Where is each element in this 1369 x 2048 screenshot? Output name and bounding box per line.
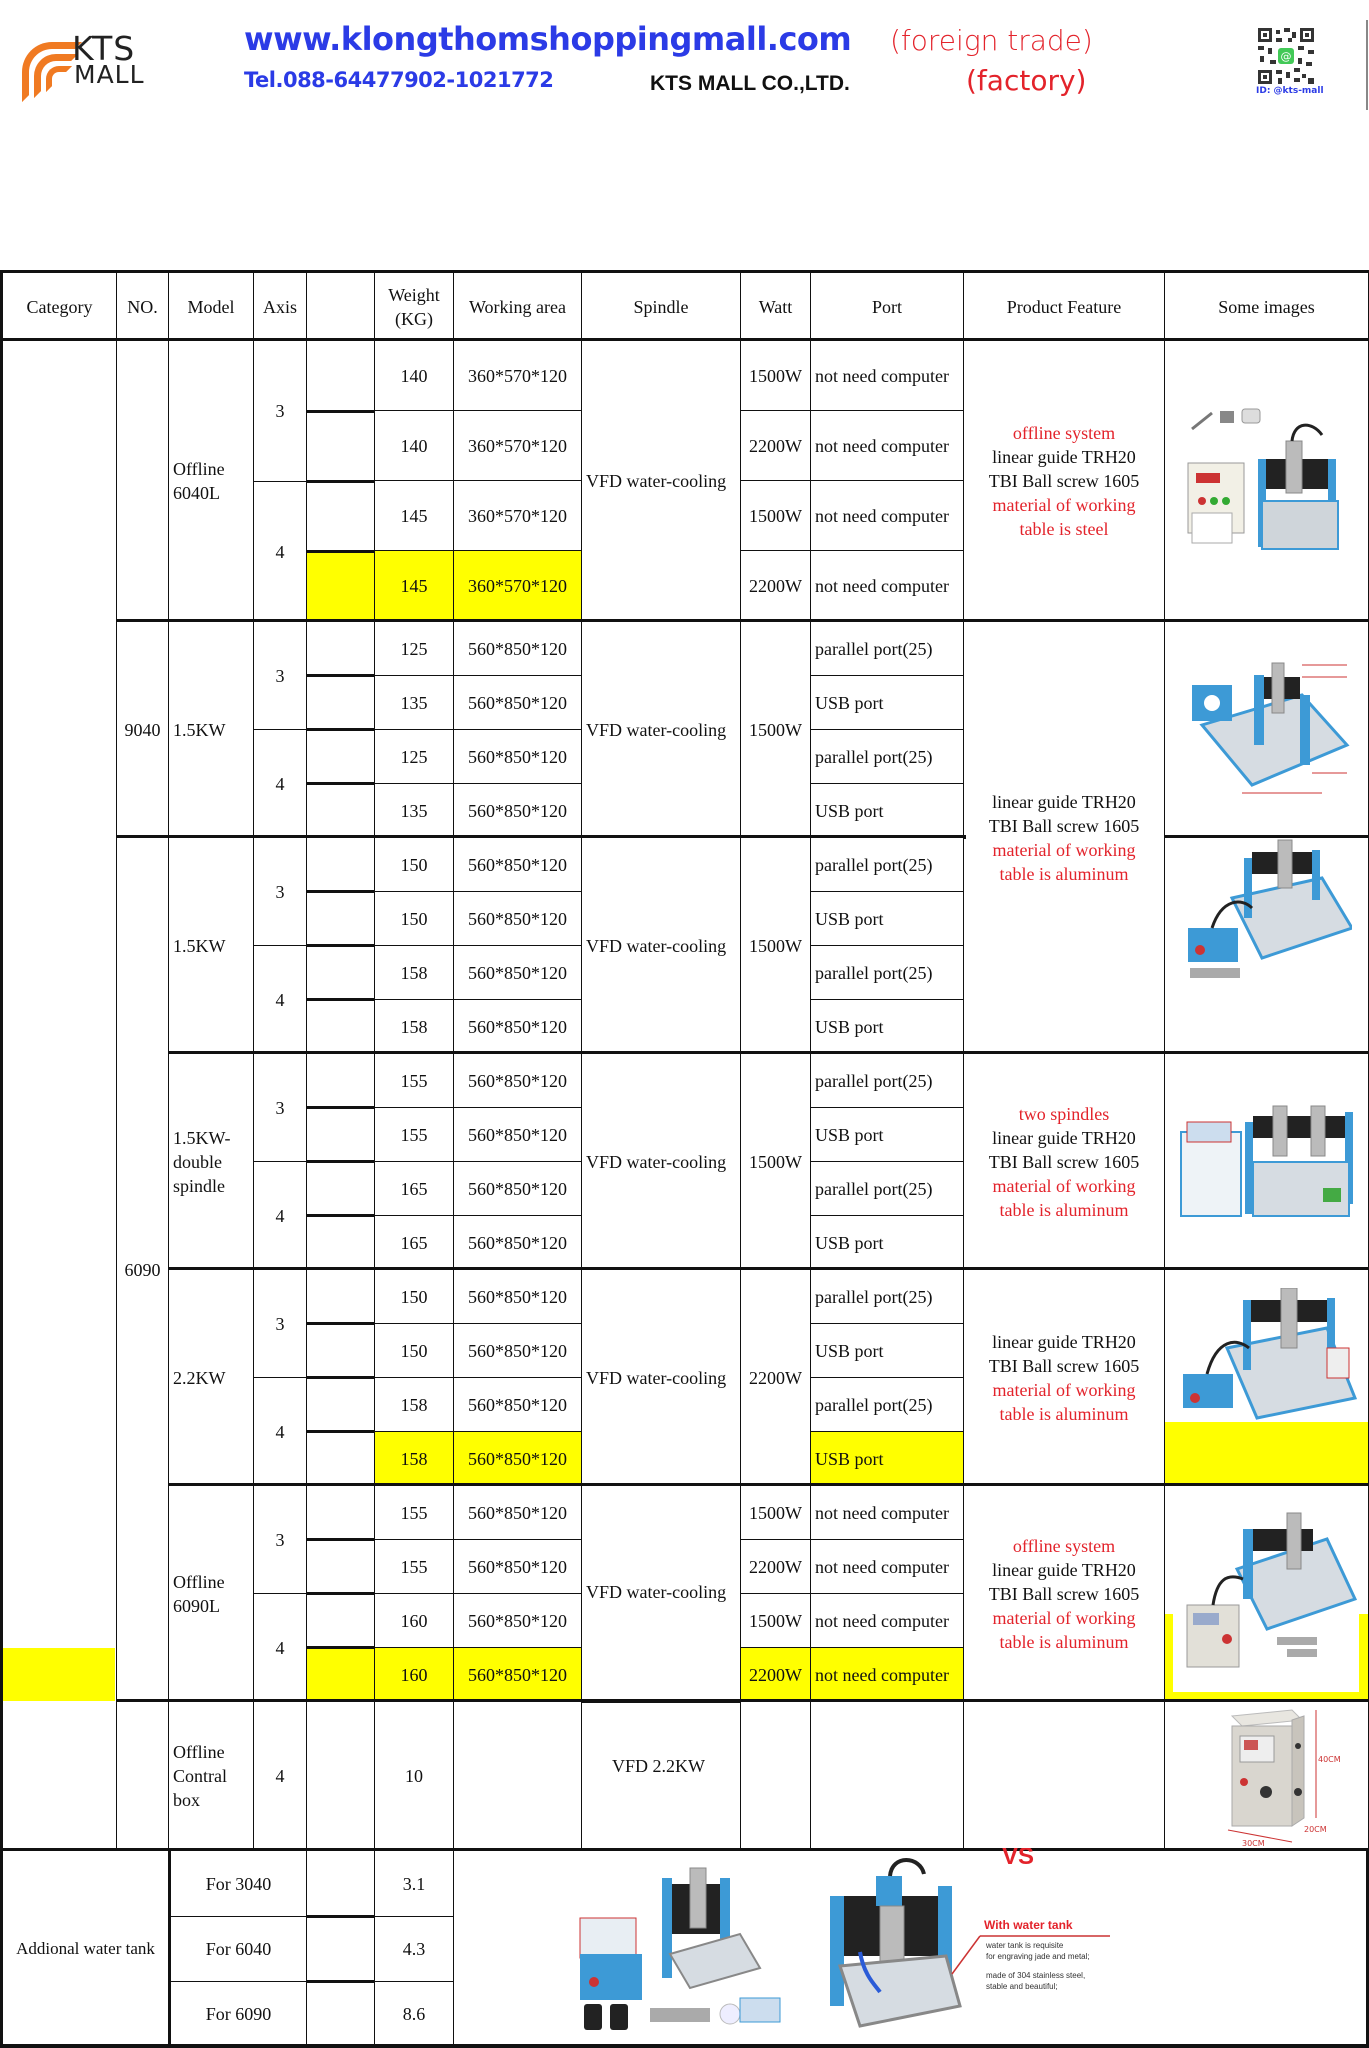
blank-cell <box>306 1376 375 1432</box>
watt-cell: 2200W <box>740 1269 811 1486</box>
port-cell: USB port <box>810 1431 964 1486</box>
area-cell: 560*850*120 <box>453 837 582 892</box>
vs-label: VS <box>1002 1848 1035 1864</box>
water-tank-model: For 3040 <box>168 1850 307 1917</box>
weight-cell: 150 <box>374 837 454 892</box>
model-cell-offline-6040l <box>168 340 254 622</box>
port-cell: parallel port(25) <box>810 729 964 784</box>
area-cell: 560*850*120 <box>453 1269 582 1324</box>
weight-cell: 125 <box>374 729 454 784</box>
model-line: box <box>173 1790 200 1810</box>
feature-line: table is aluminum <box>999 1199 1129 1220</box>
category-highlight <box>3 1648 115 1701</box>
model-line: double <box>173 1151 222 1172</box>
port-cell: not need computer <box>810 1485 964 1540</box>
qr-code-icon[interactable] <box>1258 28 1314 84</box>
feature-cell <box>963 1269 1165 1486</box>
feature-line: table is aluminum <box>999 1403 1129 1424</box>
weight-cell: 140 <box>374 410 454 482</box>
area-cell: 560*850*120 <box>453 1107 582 1162</box>
col-header-watt: Watt <box>740 272 811 341</box>
feature-line: TBI Ball screw 1605 <box>988 1583 1140 1604</box>
blank-cell <box>306 1538 375 1594</box>
logo-text-mall: MALL <box>74 60 145 89</box>
weight-cell: 165 <box>374 1215 454 1270</box>
area-cell: 560*850*120 <box>453 1053 582 1108</box>
model-cell: 2.2KW <box>168 1269 254 1486</box>
weight-cell: 150 <box>374 1269 454 1324</box>
port-cell: parallel port(25) <box>810 1053 964 1108</box>
cnc-double-spindle-machine-icon <box>1177 1092 1357 1232</box>
weight-cell: 158 <box>374 999 454 1054</box>
weight-cell: 155 <box>374 1053 454 1108</box>
feature-line: linear guide TRH20 <box>992 447 1136 467</box>
weight-cell: 158 <box>374 1431 454 1486</box>
blank-cell <box>306 674 375 730</box>
col-header-weight-l2: (KG) <box>395 308 433 329</box>
port-cell: USB port <box>810 1323 964 1378</box>
watt-cell: 2200W <box>740 1539 811 1594</box>
image-cell <box>1164 1485 1369 1702</box>
no-cell: 9040 <box>116 621 169 838</box>
col-header-port: Port <box>810 272 964 341</box>
port-cell: parallel port(25) <box>810 945 964 1000</box>
qr-id-label: ID: @kts-mall <box>1256 86 1324 96</box>
area-cell: 360*570*120 <box>453 340 582 412</box>
control-box-icon <box>1192 1706 1342 1846</box>
water-tank-category: Addional water tank <box>0 1850 169 2047</box>
blank-cell <box>306 1053 375 1108</box>
axis-cell: 4 <box>253 1701 307 1851</box>
port-cell: USB port <box>810 675 964 730</box>
model-line: Contral <box>173 1766 227 1786</box>
cnc-6090l-offline-machine-icon <box>1177 1509 1357 1679</box>
feature-line: material of working <box>992 839 1136 860</box>
area-cell: 560*850*120 <box>453 1377 582 1432</box>
no-cell <box>116 1701 169 1851</box>
port-cell: not need computer <box>810 1593 964 1648</box>
area-cell: 560*850*120 <box>453 621 582 676</box>
port-cell: not need computer <box>810 1539 964 1594</box>
weight-cell: 158 <box>374 945 454 1000</box>
weight-cell: 145 <box>374 550 454 622</box>
axis-cell: 3 <box>253 340 307 482</box>
area-cell: 560*850*120 <box>453 783 582 838</box>
blank-cell <box>306 1269 375 1324</box>
callout-spacer <box>986 1962 1090 1970</box>
blank-cell <box>306 621 375 676</box>
feature-line: two spindles <box>1018 1103 1110 1124</box>
image-cell <box>1164 1053 1369 1270</box>
model-line: 6090L <box>173 1595 220 1616</box>
model-line: Offline <box>173 1571 225 1592</box>
watt-cell <box>740 1701 811 1851</box>
feature-line: table is aluminum <box>999 863 1129 884</box>
cnc-6040l-machine-icon <box>1182 401 1352 561</box>
col-header-feature: Product Feature <box>963 272 1165 341</box>
blank-cell <box>306 1322 375 1378</box>
feature-line: table is steel <box>1019 519 1109 539</box>
col-header-weight-l1: Weight <box>388 284 440 305</box>
port-cell: not need computer <box>810 550 964 622</box>
port-cell: parallel port(25) <box>810 1269 964 1324</box>
weight-cell: 155 <box>374 1539 454 1594</box>
port-cell: USB port <box>810 1107 964 1162</box>
port-cell: parallel port(25) <box>810 1377 964 1432</box>
axis-cell: 4 <box>253 481 307 622</box>
model-cell-double-spindle <box>168 1053 254 1270</box>
weight-cell: 135 <box>374 675 454 730</box>
feature-cell <box>963 340 1165 622</box>
area-cell: 560*850*120 <box>453 1539 582 1594</box>
company-name: KTS MALL CO.,LTD. <box>650 72 850 95</box>
feature-line: table is aluminum <box>999 1631 1129 1652</box>
feature-line: TBI Ball screw 1605 <box>988 471 1140 491</box>
feature-line: linear guide TRH20 <box>992 791 1136 812</box>
feature-cell <box>963 1053 1165 1270</box>
col-header-blank <box>306 272 375 341</box>
weight-cell: 160 <box>374 1593 454 1648</box>
spindle-cell: VFD water-cooling <box>581 621 741 838</box>
feature-cell <box>963 1485 1165 1702</box>
port-cell: USB port <box>810 1215 964 1270</box>
watt-cell: 1500W <box>740 1485 811 1540</box>
image-cell <box>1164 1269 1369 1486</box>
axis-cell: 3 <box>253 621 307 730</box>
blank-cell <box>306 1980 375 2047</box>
weight-cell: 155 <box>374 1485 454 1540</box>
logo-text-kts: KTS <box>72 29 136 68</box>
blank-cell <box>306 1160 375 1216</box>
callout-title: With water tank <box>984 1918 1073 1932</box>
blank-cell <box>306 998 375 1054</box>
port-cell: parallel port(25) <box>810 1161 964 1216</box>
phone-number: Tel.088-64477902-1021772 <box>244 68 554 92</box>
axis-cell: 4 <box>253 729 307 838</box>
water-tank-model: For 6090 <box>168 1981 307 2047</box>
axis-cell: 4 <box>253 1377 307 1486</box>
area-cell: 560*850*120 <box>453 675 582 730</box>
blank-cell <box>306 728 375 784</box>
area-cell: 560*850*120 <box>453 1647 582 1702</box>
header-divider <box>1366 20 1368 110</box>
spindle-cell: VFD water-cooling <box>581 1269 741 1486</box>
water-tank-weight: 8.6 <box>374 1981 454 2047</box>
feature-cell <box>963 1701 1165 1851</box>
feature-line: material of working <box>992 1175 1136 1196</box>
area-cell: 560*850*120 <box>453 999 582 1054</box>
weight-cell: 150 <box>374 891 454 946</box>
weight-cell: 160 <box>374 1647 454 1702</box>
axis-cell: 3 <box>253 1269 307 1378</box>
weight-cell: 150 <box>374 1323 454 1378</box>
water-tank-kit-image <box>570 1858 800 2038</box>
spindle-cell: VFD water-cooling <box>581 1053 741 1270</box>
area-cell: 560*850*120 <box>453 945 582 1000</box>
port-cell: not need computer <box>810 1647 964 1702</box>
port-cell: not need computer <box>810 340 964 412</box>
model-cell-control-box <box>168 1701 254 1851</box>
dim-width: 30CM <box>1241 1839 1265 1846</box>
water-tank-weight: 4.3 <box>374 1916 454 1982</box>
port-cell: not need computer <box>810 480 964 552</box>
col-header-weight <box>374 272 454 341</box>
cnc-6090-2.2kw-machine-icon <box>1177 1288 1357 1438</box>
port-cell: USB port <box>810 783 964 838</box>
watt-cell: 1500W <box>740 480 811 552</box>
weight-cell: 165 <box>374 1161 454 1216</box>
spindle-cell: VFD water-cooling <box>581 837 741 1054</box>
port-cell: parallel port(25) <box>810 837 964 892</box>
col-header-working-area: Working area <box>453 272 582 341</box>
watt-cell: 2200W <box>740 1647 811 1702</box>
feature-line: linear guide TRH20 <box>992 1127 1136 1148</box>
feature-line: offline system <box>1012 1535 1116 1556</box>
area-cell: 560*850*120 <box>453 1485 582 1540</box>
no-cell: 6090 <box>116 837 169 1702</box>
image-cell <box>1164 340 1369 622</box>
port-cell: USB port <box>810 999 964 1054</box>
watt-cell: 1500W <box>740 340 811 412</box>
blank-cell <box>306 890 375 946</box>
blank-cell <box>306 1485 375 1540</box>
axis-cell: 3 <box>253 1485 307 1594</box>
area-cell: 560*850*120 <box>453 1593 582 1648</box>
feature-line: offline system <box>1012 423 1116 443</box>
area-cell: 560*850*120 <box>453 1161 582 1216</box>
watt-cell: 1500W <box>740 837 811 1054</box>
image-cell <box>1164 837 1369 1054</box>
feature-line: material of working <box>992 495 1136 515</box>
axis-cell: 4 <box>253 1593 307 1702</box>
callout-line: for engraving jade and metal; <box>986 1952 1090 1961</box>
col-header-spindle: Spindle <box>581 272 741 341</box>
blank-cell <box>306 1214 375 1270</box>
image-cell <box>1164 621 1369 838</box>
svg-text:@: @ <box>1280 50 1292 63</box>
image-cell <box>1164 1701 1369 1851</box>
port-cell: not need computer <box>810 410 964 482</box>
callout-line: water tank is requisite <box>986 1941 1064 1950</box>
weight-cell: 10 <box>374 1701 454 1851</box>
callout-line: made of 304 stainless steel, <box>986 1971 1086 1980</box>
axis-cell: 3 <box>253 837 307 946</box>
model-line: 6040L <box>173 483 220 503</box>
area-cell: 560*850*120 <box>453 729 582 784</box>
model-line: Offline <box>173 1742 225 1762</box>
table-bottom-rule <box>0 2044 1369 2048</box>
weight-cell: 155 <box>374 1107 454 1162</box>
cnc-6090-1.5kw-machine-icon <box>1182 838 1352 988</box>
feature-cell-shared <box>963 621 1165 1054</box>
feature-line: linear guide TRH20 <box>992 1331 1136 1352</box>
col-header-category: Category <box>0 272 117 341</box>
area-cell: 560*850*120 <box>453 1215 582 1270</box>
blank-cell <box>306 340 375 412</box>
area-cell: 360*570*120 <box>453 410 582 482</box>
tag-factory: (factory) <box>966 64 1087 97</box>
blank-cell <box>306 480 375 552</box>
watt-cell: 1500W <box>740 1593 811 1648</box>
kts-mall-logo <box>22 29 172 92</box>
blank-cell <box>306 1850 375 1917</box>
area-cell: 360*570*120 <box>453 480 582 552</box>
logo-arc-icon <box>46 66 72 92</box>
no-cell <box>116 340 169 622</box>
blank-cell <box>306 1646 375 1702</box>
axis-cell: 4 <box>253 1161 307 1270</box>
blank-cell <box>306 1592 375 1648</box>
col-header-no: NO. <box>116 272 169 341</box>
blank-cell <box>306 1701 375 1851</box>
blank-cell <box>306 782 375 838</box>
water-tank-weight: 3.1 <box>374 1850 454 1917</box>
blank-cell <box>306 1106 375 1162</box>
spindle-text: VFD water-cooling <box>586 1582 727 1602</box>
blank-cell <box>306 550 375 622</box>
axis-cell: 4 <box>253 945 307 1054</box>
watt-cell: 1500W <box>740 1053 811 1270</box>
cnc-with-water-tank-kit-icon <box>570 1858 800 2038</box>
feature-line: linear guide TRH20 <box>992 1559 1136 1580</box>
blank-cell <box>306 1915 375 1982</box>
blank-cell <box>306 837 375 892</box>
axis-cell: 3 <box>253 1053 307 1162</box>
callout-text <box>986 1940 1090 1992</box>
weight-cell: 135 <box>374 783 454 838</box>
model-cell: 1.5KW <box>168 621 254 838</box>
weight-cell: 145 <box>374 480 454 552</box>
col-header-images: Some images <box>1164 272 1369 341</box>
port-cell: USB port <box>810 891 964 946</box>
col-header-model: Model <box>168 272 254 341</box>
model-line: Offline <box>173 459 225 479</box>
callout-line: stable and beautiful; <box>986 1982 1058 1991</box>
weight-cell: 125 <box>374 621 454 676</box>
spindle-text-control-box: VFD 2.2KW <box>612 1756 705 1776</box>
spindle-cell: VFD water-cooling <box>581 340 741 622</box>
feature-line: material of working <box>992 1379 1136 1400</box>
feature-line: TBI Ball screw 1605 <box>988 815 1140 836</box>
watt-cell: 1500W <box>740 621 811 838</box>
col-header-axis: Axis <box>253 272 307 341</box>
blank-cell <box>306 944 375 1000</box>
feature-line: TBI Ball screw 1605 <box>988 1355 1140 1376</box>
model-line: spindle <box>173 1175 225 1196</box>
watt-cell: 2200W <box>740 550 811 622</box>
port-cell: parallel port(25) <box>810 621 964 676</box>
cnc-9040-machine-icon <box>1182 655 1352 805</box>
port-cell <box>810 1701 964 1851</box>
model-cell: 1.5KW <box>168 837 254 1054</box>
area-cell: 560*850*120 <box>453 1431 582 1486</box>
model-line: 1.5KW- <box>173 1127 231 1148</box>
weight-cell: 158 <box>374 1377 454 1432</box>
area-cell: 560*850*120 <box>453 891 582 946</box>
area-cell: 560*850*120 <box>453 1323 582 1378</box>
model-cell-offline-6090l <box>168 1485 254 1702</box>
water-tank-model: For 6040 <box>168 1916 307 1982</box>
blank-cell <box>306 410 375 482</box>
dim-height: 40CM <box>1317 1755 1341 1764</box>
blank-cell <box>306 1430 375 1486</box>
feature-line: material of working <box>992 1607 1136 1628</box>
watt-cell: 2200W <box>740 410 811 482</box>
spindle-cell <box>581 1485 741 1851</box>
area-cell: 360*570*120 <box>453 550 582 622</box>
category-cell <box>0 340 117 1851</box>
website-link[interactable]: www.klongthomshoppingmall.com <box>244 20 852 58</box>
dim-depth: 20CM <box>1303 1825 1327 1834</box>
area-cell <box>453 1701 582 1851</box>
feature-line: TBI Ball screw 1605 <box>988 1151 1140 1172</box>
tag-foreign-trade: (foreign trade) <box>890 24 1093 57</box>
weight-cell: 140 <box>374 340 454 412</box>
